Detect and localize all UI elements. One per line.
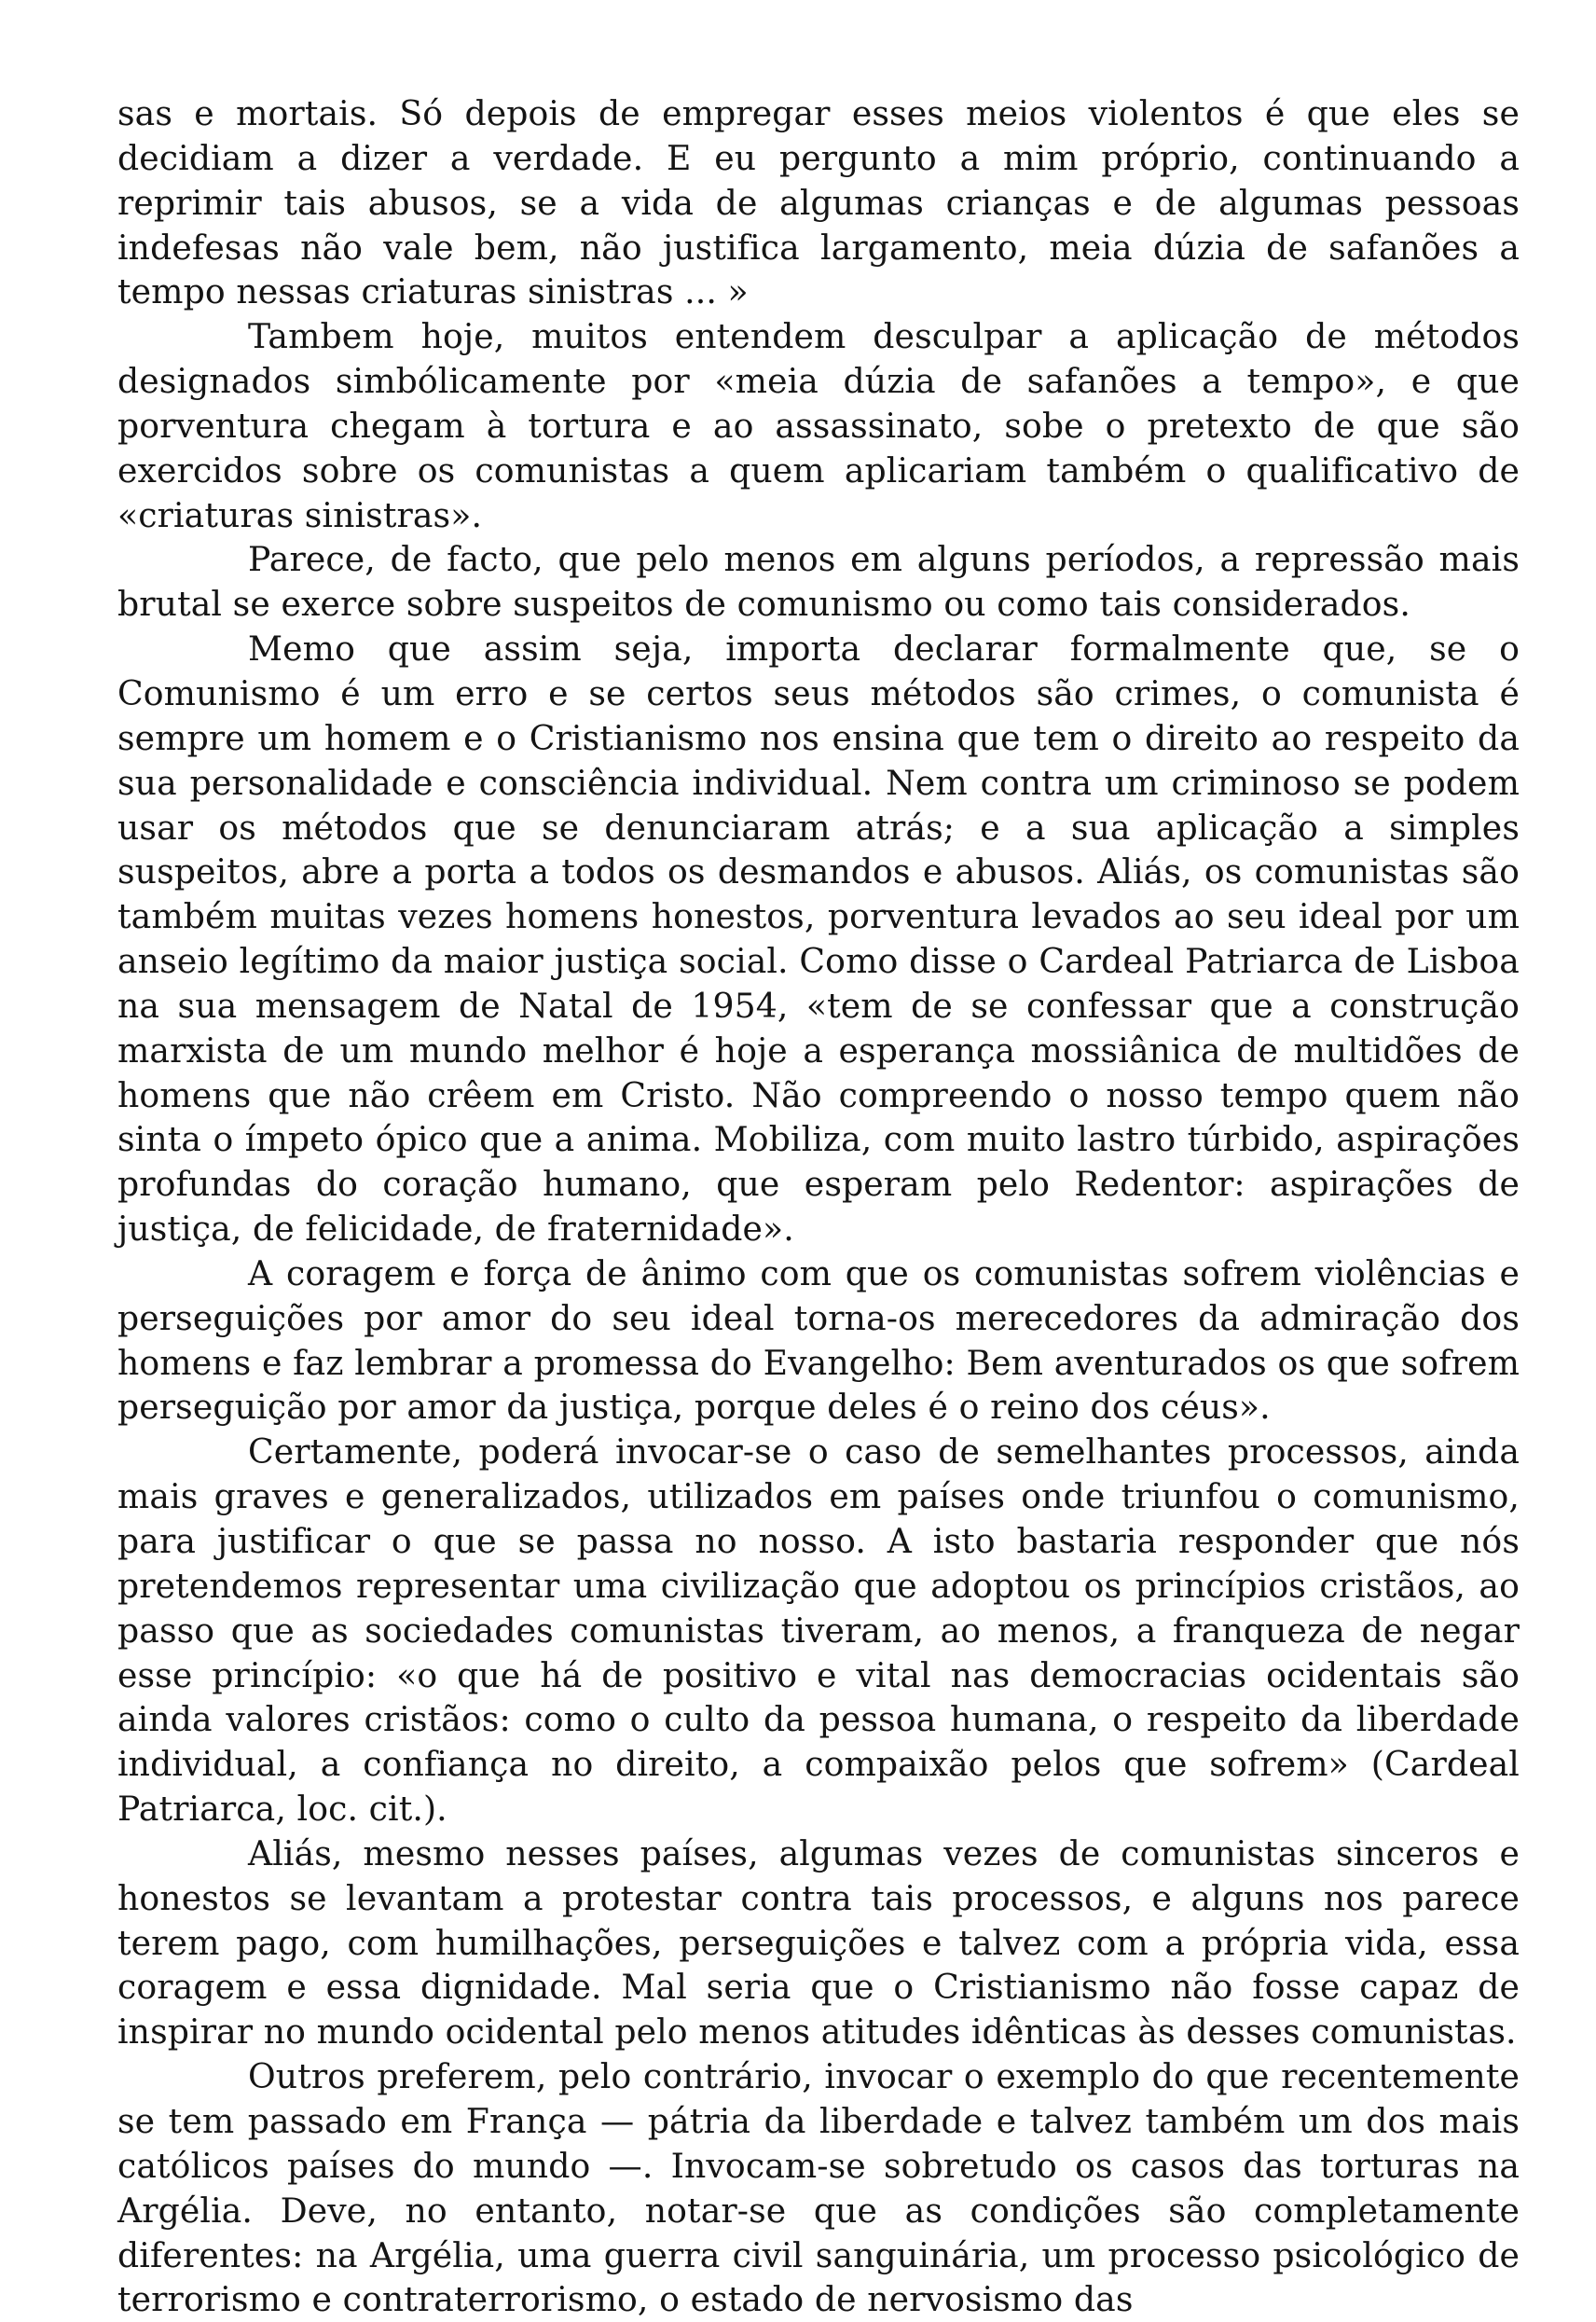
paragraph-4: Memo que assim seja, importa declarar formalmente que, se o Comunismo é um erro e se certos seus métodos são crimes, o comunista é sempre um homem e o Cristianismo nos ensina que tem o direito ao respeito da sua personalidade e consciência individual. Nem contra um criminoso se podem usar os métodos que se denunciaram atrás; e a sua aplicação a simples suspeitos, abre a porta a todos os desmandos e abusos. Aliás, os comunistas são também muitas vezes homens honestos, porventura levados ao seu ideal por um anseio legítimo da maior justiça social. Como disse o Cardeal Patriarca de Lisboa na sua mensagem de Natal de 1954, «tem de se confessar que a construção marxista de um mundo melhor é hoje a esperança mossiânica de multidões de homens que não crêem em Cristo. Não compreendo o nosso tempo quem não sinta o ímpeto ópico que a anima. Mobiliza, com muito lastro túrbido, aspirações profundas do coração humano, que esperam pelo Redentor: aspirações de justiça, de felicidade, de fraternidade».	[117, 629, 1520, 1250]
paragraph-6: Certamente, poderá invocar-se o caso de semelhantes processos, ainda mais graves e generalizados, utilizados em países onde triunfou o comunismo, para justificar o que se passa no nosso. A isto bastaria responder que nós pretendemos representar uma civilização que adoptou os princípios cristãos, ao passo que as sociedades comunistas tiveram, ao menos, a franqueza de negar esse princípio: «o que há de positivo e vital nas democracias ocidentais são ainda valores cristãos: como o culto da pessoa humana, o respeito da liberdade individual, a confiança no direito, a compaixão pelos que sofrem» (Cardeal Patriarca, loc. cit.).	[117, 1431, 1520, 1830]
paragraph-5: A coragem e força de ânimo com que os comunistas sofrem violências e perseguições por amor do seu ideal torna-os merecedores da admiração dos homens e faz lembrar a promessa do Evangelho: Bem aventurados os que sofrem perseguição por amor da justiça, porque deles é o reino dos céus».	[117, 1252, 1520, 1428]
paragraph-7: Aliás, mesmo nesses países, algumas vezes de comunistas sinceros e honestos se levantam a protestar contra tais processos, e alguns nos parece terem pago, com humilhações, perseguições e talvez com a própria vida, essa coragem e essa dignidade. Mal seria que o Cristianismo não fosse capaz de inspirar no mundo ocidental pelo menos atitudes idênticas às desses comunistas.	[117, 1832, 1520, 2052]
document-page	[117, 91, 1520, 2322]
paragraph-3: Parece, de facto, que pelo menos em alguns períodos, a repressão mais brutal se exerce sobre suspeitos de comunismo ou como tais considerados.	[117, 539, 1520, 625]
paragraph-8: Outros preferem, pelo contrário, invocar o exemplo do que recentemente se tem passado em França — pátria da liberdade e talvez também um dos mais católicos países do mundo —. Invocam-se sobretudo os casos das torturas na Argélia. Deve, no entanto, notar-se que as condições são completamente diferentes: na Argélia, uma guerra civil sanguinária, um processo psicológico de terrorismo e contraterrorismo, o estado de nervosismo das	[117, 2056, 1520, 2320]
paragraph-1: sas e mortais. Só depois de empregar esses meios violentos é que eles se decidiam a dizer a verdade. E eu pergunto a mim próprio, continuando a reprimir tais abusos, se a vida de algumas crianças e de algumas pessoas indefesas não vale bem, não justifica largamento, meia dúzia de safanões a tempo nessas criaturas sinistras ... »	[117, 93, 1520, 312]
paragraph-2: Tambem hoje, muitos entendem desculpar a aplicação de métodos designados simbólicamente por «meia dúzia de safanões a tempo», e que porventura chegam à tortura e ao assassinato, sobe o pretexto de que são exercidos sobre os comunistas a quem aplicariam também o qualificativo de «criaturas sinistras».	[117, 316, 1520, 535]
